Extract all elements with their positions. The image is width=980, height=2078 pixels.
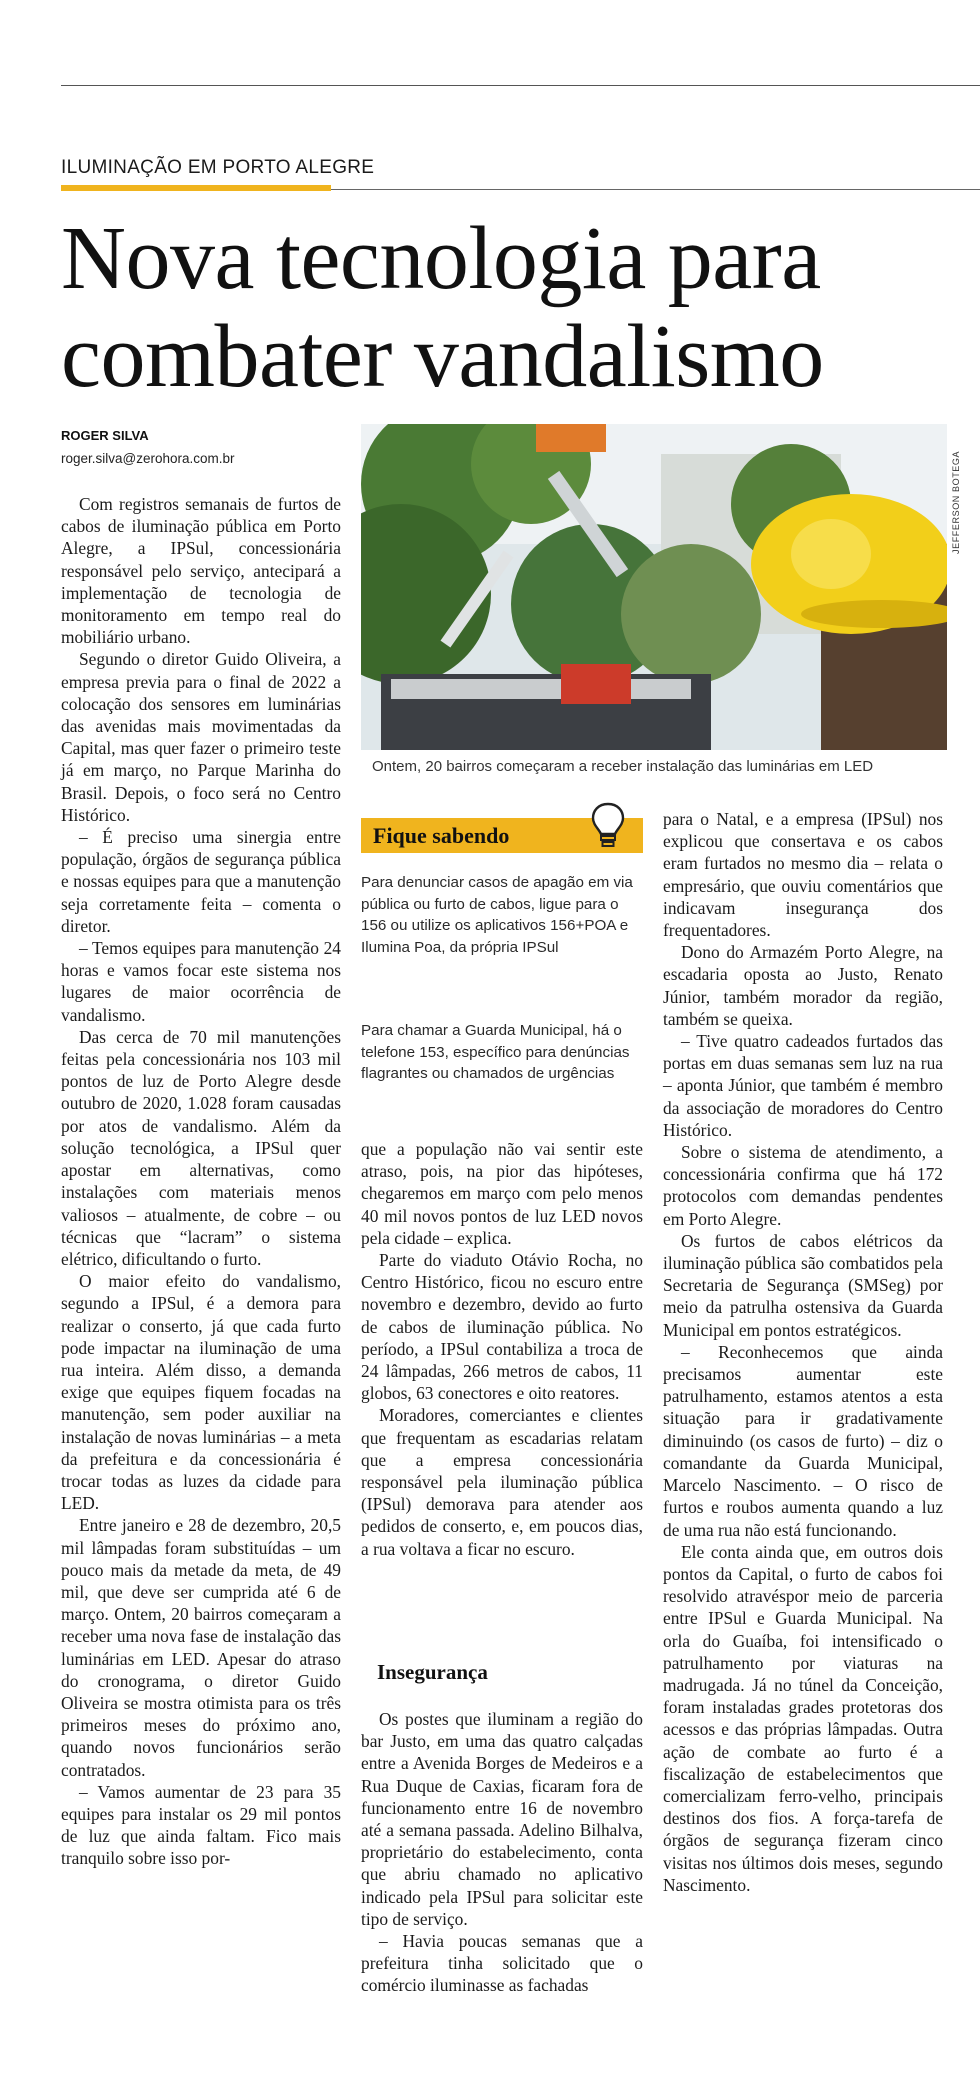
paragraph: Ele conta ainda que, em outros dois pontos da Capital, o furto de cabos foi resolvido atravéspor meio de parceria entre IPSul e Guarda Municipal. Na orla do Guaíba, foi intensificado o patrulhamento por viaturas na madrugada. Já no túnel da Conceição, foram instaladas grades protetoras dos acessos e das próprias lâmpadas. Outra ação de combate ao furto é a fiscalização de estabelecimentos que comercializam ferro-velho, principais destinos dos fios. A força-tarefa de órgãos de segurança fizeram cinco visitas nos últimos dois meses, segundo Nascimento.	[663, 1541, 943, 1895]
article-column-2	[361, 1138, 643, 1560]
paragraph: O maior efeito do vandalismo, segundo a IPSul, é a demora para realizar o conserto, já que cada furto pode impactar na iluminação de uma rua inteira. Além disso, a demanda exige que equipes fiquem focadas na manutenção, sem poder auxiliar na instalação de novas luminárias – a meta da prefeitura e da concessionária é trocar todas as luzes da cidade para LED.	[61, 1271, 341, 1514]
byline: ROGER SILVA	[61, 428, 149, 443]
paragraph: Os furtos de cabos elétricos da iluminação pública são combatidos pela Secretaria de Segurança (SMSeg) por meio da patrulha ostensiva da Guarda Municipal em pontos estratégicos.	[663, 1230, 943, 1340]
article-photo	[361, 424, 947, 750]
paragraph: que a população não vai sentir este atraso, pois, na pior das hipóteses, chegaremos em março com pelo menos 40 mil novos pontos de luz LED novos pela cidade – explica.	[361, 1139, 643, 1248]
paragraph: Moradores, comerciantes e clientes que frequentam as escadarias relatam que a empresa concessionária responsável pela iluminação pública (IPSul) demorava para atender aos pedidos de conserto, e, em poucos dias, a rua voltava a ficar no escuro.	[361, 1405, 643, 1559]
photo-credit-text: JEFFERSON BOTEGA	[951, 450, 961, 554]
headline-line-2: combater vandalismo	[61, 307, 824, 406]
paragraph: para o Natal, e a empresa (IPSul) nos explicou que consertava e os cabos eram furtados no mesmo dia – relata o empresário, que ouviu comentários que indicavam insegurança dos frequentadores.	[663, 809, 943, 941]
paragraph: – Vamos aumentar de 23 para 35 equipes para instalar os 29 mil pontos de luz que ainda faltam. Fico mais tranquilo sobre isso por-	[61, 1781, 341, 1869]
photo-caption: Ontem, 20 bairros começaram a receber instalação das luminárias em LED	[372, 758, 874, 775]
paragraph: Parte do viaduto Otávio Rocha, no Centro Histórico, ficou no escuro entre novembro e dezembro, devido ao furto de cabos de iluminação pública. No período, a IPSul contabiliza a troca de 24 lâmpadas, 266 metros de cabos, 11 globos, 63 conectores e oito reatores.	[361, 1250, 643, 1404]
paragraph: Entre janeiro e 28 de dezembro, 20,5 mil lâmpadas foram substituídas – um pouco mais da metade da meta, de 49 mil, que deve ser cumprida até 6 de março. Ontem, 20 bairros começaram a receber uma nova fase de instalação das luminárias em LED. Apesar do atraso do cronograma, o diretor Guido Oliveira se mostra otimista para os três primeiros meses do próximo ano, quando novos funcionários serão contratados.	[61, 1515, 341, 1780]
article-column-1	[61, 493, 341, 1870]
paragraph: – Tive quatro cadeados furtados das portas em duas semanas sem luz na rua – aponta Júnior, que também é membro da associação de moradores do Centro Histórico.	[663, 1031, 943, 1140]
paragraph: Das cerca de 70 mil manutenções feitas pela concessionária nos 103 mil pontos de luz de Porto Alegre desde outubro de 2020, 1.028 foram causadas por atos de vandalismo. Além da solução tecnológica, a IPSul quer apostar em alternativas, como instalações com materiais menos valiosos – atualmente, de cobre – ou técnicas que “lacram” o sistema elétrico, dificultando o furto.	[61, 1026, 341, 1269]
photo-illustration	[361, 424, 947, 750]
paragraph: Sobre o sistema de atendimento, a concessionária confirma que há 172 protocolos com demandas pendentes em Porto Alegre.	[663, 1142, 943, 1229]
page-top-rule	[61, 85, 980, 86]
photo-credit	[947, 424, 969, 564]
author-email[interactable]: roger.silva@zerohora.com.br	[61, 451, 235, 466]
section-subhead: Insegurança	[377, 1660, 488, 1684]
fique-sabendo-title: Fique sabendo	[373, 823, 510, 848]
article-column-2b	[361, 1708, 643, 1997]
kicker-rule	[331, 189, 980, 190]
paragraph: – Temos equipes para manutenção 24 horas e vamos focar este sistema nos lugares de maior ocorrência de vandalismo.	[61, 938, 341, 1025]
fique-sabendo-item: Para chamar a Guarda Municipal, há o telefone 153, específico para denúncias flagrantes ou chamados de urgências	[361, 1022, 630, 1082]
fique-sabendo-item: Para denunciar casos de apagão em via pública ou furto de cabos, ligue para o 156 ou utilize os aplicativos 156+POA e Ilumina Poa, da própria IPSul	[361, 874, 633, 956]
kicker-accent-bar	[61, 185, 331, 191]
headline-line-1: Nova tecnologia para	[61, 209, 821, 308]
paragraph: Os postes que iluminam a região do bar Justo, em uma das quatro calçadas entre a Avenida Borges de Medeiros e a Rua Duque de Caxias, ficaram fora de funcionamento entre 16 de novembro até a semana passada. Adelino Bilhalva, proprietário do estabelecimento, conta que abriu chamado no aplicativo indicado pela IPSul para solicitar este tipo de serviço.	[361, 1709, 643, 1929]
paragraph: – Reconhecemos que ainda precisamos aumentar este patrulhamento, estamos atentos a esta situação para ir gradativamente diminuindo (os casos de furto) – diz o comandante da Guarda Municipal, Marcelo Nascimento. – O risco de furtos e roubos aumenta quando a luz de uma rua não está funcionando.	[663, 1341, 943, 1540]
headline	[61, 210, 980, 406]
paragraph: Segundo o diretor Guido Oliveira, a empresa previa para o final de 2022 a colocação dos sensores em luminárias das avenidas mais movimentadas da Capital, mas quer fazer o primeiro teste já em março, no Parque Marinha do Brasil. Depois, o foco será no Centro Histórico.	[61, 649, 341, 825]
lightbulb-icon	[590, 800, 626, 850]
section-kicker: ILUMINAÇÃO EM PORTO ALEGRE	[61, 157, 375, 178]
paragraph: Dono do Armazém Porto Alegre, na escadaria oposta ao Justo, Renato Júnior, também morador da região, também se queixa.	[663, 942, 943, 1029]
article-column-3	[663, 808, 943, 1896]
paragraph: Com registros semanais de furtos de cabos de iluminação pública em Porto Alegre, a IPSul, concessionária responsável pelo serviço, antecipará a implementação de tecnologia de monitoramento em tempo real do mobiliário urbano.	[61, 494, 341, 648]
paragraph: – É preciso uma sinergia entre população, órgãos de segurança pública e nossas equipes para que a manutenção seja corretamente feita – comenta o diretor.	[61, 827, 341, 936]
paragraph: – Havia poucas semanas que a prefeitura tinha solicitado que o comércio iluminasse as fachadas	[361, 1931, 643, 1996]
